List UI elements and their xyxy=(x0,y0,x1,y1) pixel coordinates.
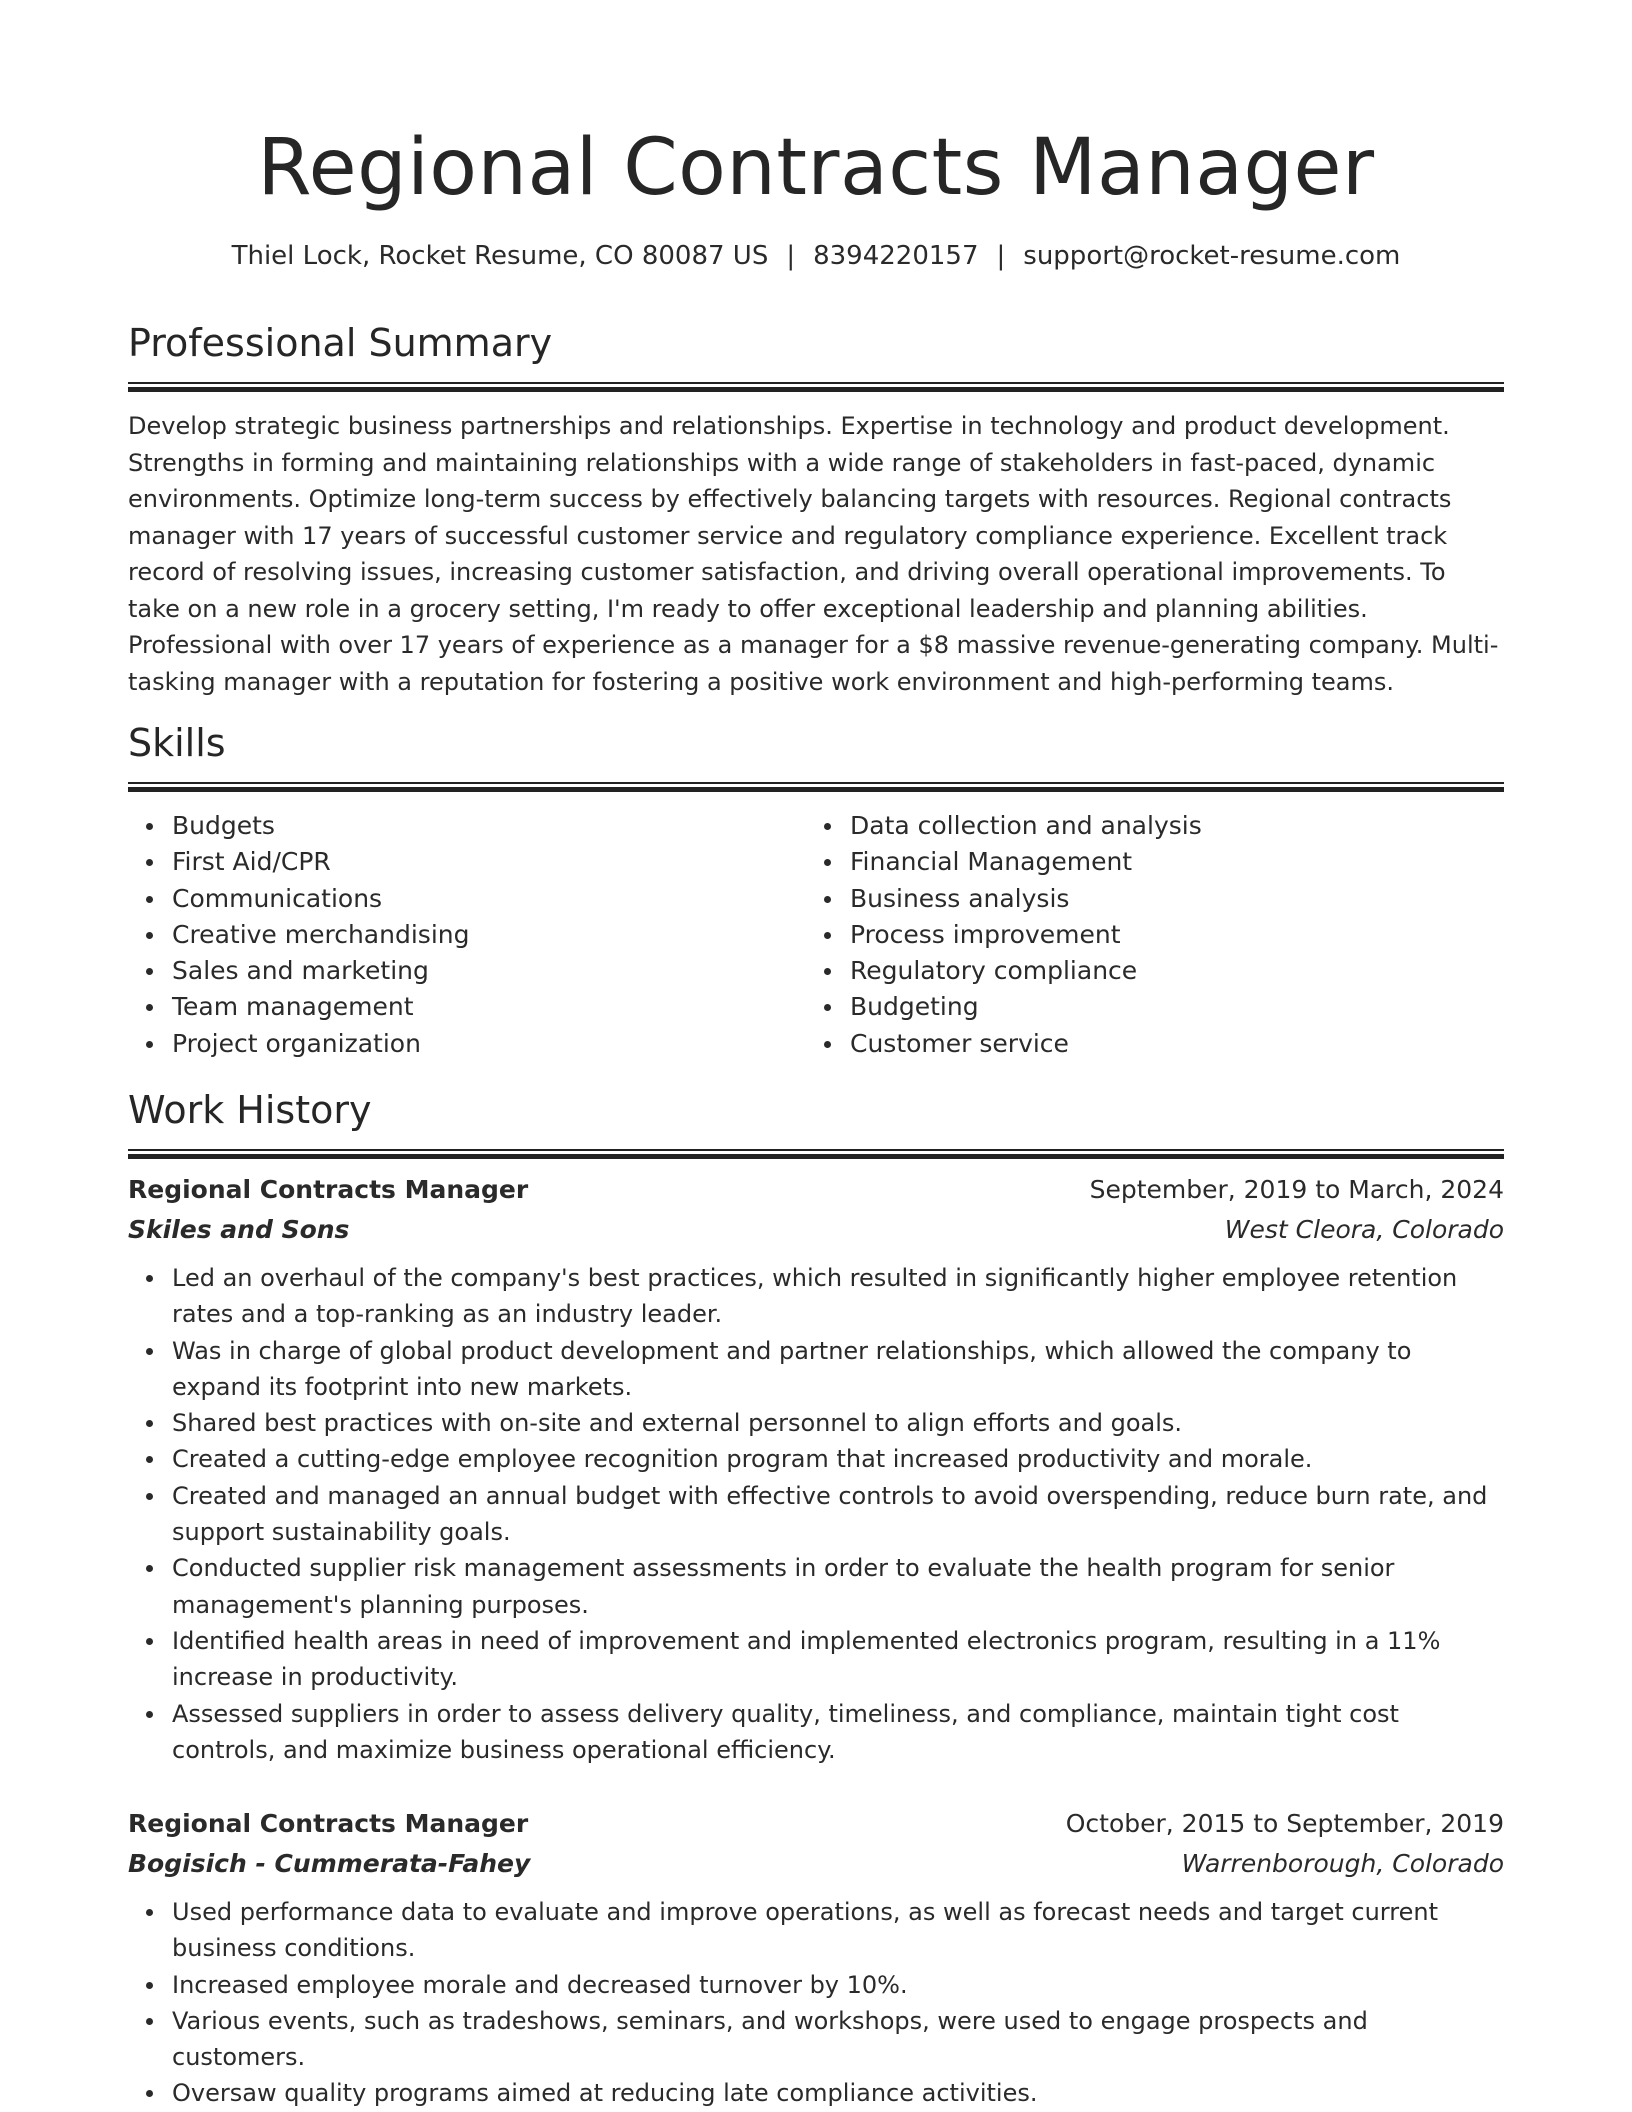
job-bullet: Identified health areas in need of improvement and implemented electronics program, resulting in a 11% increase in productivity. xyxy=(172,1623,1504,1696)
skills-column-left xyxy=(128,808,806,1062)
summary-heading: Professional Summary xyxy=(128,321,553,365)
skill-item: Project organization xyxy=(172,1026,806,1062)
summary-text: Develop strategic business partnerships and relationships. Expertise in technology and product development. Strengths in forming and maintaining relationships with a wide range of stakeholders in fast-paced, dynamic environments. Optimize long-term success by effectively balancing targets with resources. Regional contracts manager with 17 years of successful customer service and regulatory compliance experience. Excellent track record of resolving issues, increasing customer satisfaction, and driving overall operational improvements. To take on a new role in a grocery setting, I'm ready to offer exceptional leadership and planning abilities. Professional with over 17 years of experience as a manager for a $8 massive revenue-generating company. Multi-tasking manager with a reputation for fostering a positive work environment and high-performing teams. xyxy=(128,412,1499,696)
job-bullet: Increased employee morale and decreased turnover by 10%. xyxy=(172,1967,1504,2003)
job-bullet: Created and managed an annual budget with effective controls to avoid overspending, reduce burn rate, and support sustainability goals. xyxy=(172,1478,1504,1551)
job-bullet: Was in charge of global product development and partner relationships, which allowed the company to expand its footprint into new markets. xyxy=(172,1333,1504,1406)
skill-item: Sales and marketing xyxy=(172,953,806,989)
skill-item: Process improvement xyxy=(850,917,1484,953)
job-title: Regional Contracts Manager xyxy=(128,1175,529,1204)
contact-line xyxy=(128,238,1504,274)
job-dates: October, 2015 to September, 2019 xyxy=(1065,1809,1504,1838)
summary-section xyxy=(128,318,1504,700)
job-dates: September, 2019 to March, 2024 xyxy=(1089,1175,1504,1204)
section-divider xyxy=(128,1149,1504,1159)
skill-item: Data collection and analysis xyxy=(850,808,1484,844)
skills-column-right xyxy=(806,808,1484,1062)
contact-address: Thiel Lock, Rocket Resume, CO 80087 US xyxy=(231,241,769,271)
skill-item: Financial Management xyxy=(850,844,1484,880)
job-subheader-row xyxy=(128,1844,1504,1884)
skills-section xyxy=(128,718,1504,1062)
skill-item: Regulatory compliance xyxy=(850,953,1484,989)
job-subheader-row xyxy=(128,1210,1504,1250)
job-header-row xyxy=(128,1804,1504,1844)
contact-separator: | xyxy=(996,241,1006,271)
skill-item: Creative merchandising xyxy=(172,917,806,953)
job-bullet: Created a cutting-edge employee recognition program that increased productivity and morale. xyxy=(172,1441,1504,1477)
skills-heading: Skills xyxy=(128,721,226,765)
contact-phone: 8394220157 xyxy=(813,241,979,271)
skill-item: Team management xyxy=(172,989,806,1025)
job-bullet: Oversaw quality programs aimed at reducing late compliance activities. xyxy=(172,2075,1504,2111)
skill-item: Budgets xyxy=(172,808,806,844)
job-bullets xyxy=(128,1894,1504,2112)
job-header-row xyxy=(128,1170,1504,1210)
skills-grid xyxy=(128,808,1504,1062)
job-bullet: Various events, such as tradeshows, seminars, and workshops, were used to engage prospects and customers. xyxy=(172,2003,1504,2076)
skill-item: Budgeting xyxy=(850,989,1484,1025)
job-location: West Cleora, Colorado xyxy=(1224,1215,1504,1244)
section-divider xyxy=(128,782,1504,792)
job-bullet: Shared best practices with on-site and external personnel to align efforts and goals. xyxy=(172,1405,1504,1441)
job-bullet: Led an overhaul of the company's best practices, which resulted in significantly higher employee retention rates and a top-ranking as an industry leader. xyxy=(172,1260,1504,1333)
skill-item: First Aid/CPR xyxy=(172,844,806,880)
job-company: Skiles and Sons xyxy=(128,1215,350,1244)
contact-email: support@rocket-resume.com xyxy=(1023,241,1401,271)
job-company: Bogisich - Cummerata-Fahey xyxy=(128,1849,531,1878)
job-entry xyxy=(128,1804,1504,2112)
skill-item: Communications xyxy=(172,881,806,917)
contact-separator: | xyxy=(786,241,796,271)
job-bullet: Conducted supplier risk management assessments in order to evaluate the health program for senior management's planning purposes. xyxy=(172,1550,1504,1623)
job-bullet: Used performance data to evaluate and improve operations, as well as forecast needs and target current business conditions. xyxy=(172,1894,1504,1967)
job-bullet: Assessed suppliers in order to assess delivery quality, timeliness, and compliance, maintain tight cost controls, and maximize business operational efficiency. xyxy=(172,1696,1504,1769)
job-title: Regional Contracts Manager xyxy=(128,1809,529,1838)
work-history-section xyxy=(128,1085,1504,1159)
job-bullets xyxy=(128,1260,1504,1768)
job-entry xyxy=(128,1170,1504,1768)
work-history-heading: Work History xyxy=(128,1088,372,1132)
resume-title: Regional Contracts Manager xyxy=(257,123,1375,213)
skill-item: Business analysis xyxy=(850,881,1484,917)
skill-item: Customer service xyxy=(850,1026,1484,1062)
section-divider xyxy=(128,382,1504,392)
job-location: Warrenborough, Colorado xyxy=(1181,1849,1504,1878)
